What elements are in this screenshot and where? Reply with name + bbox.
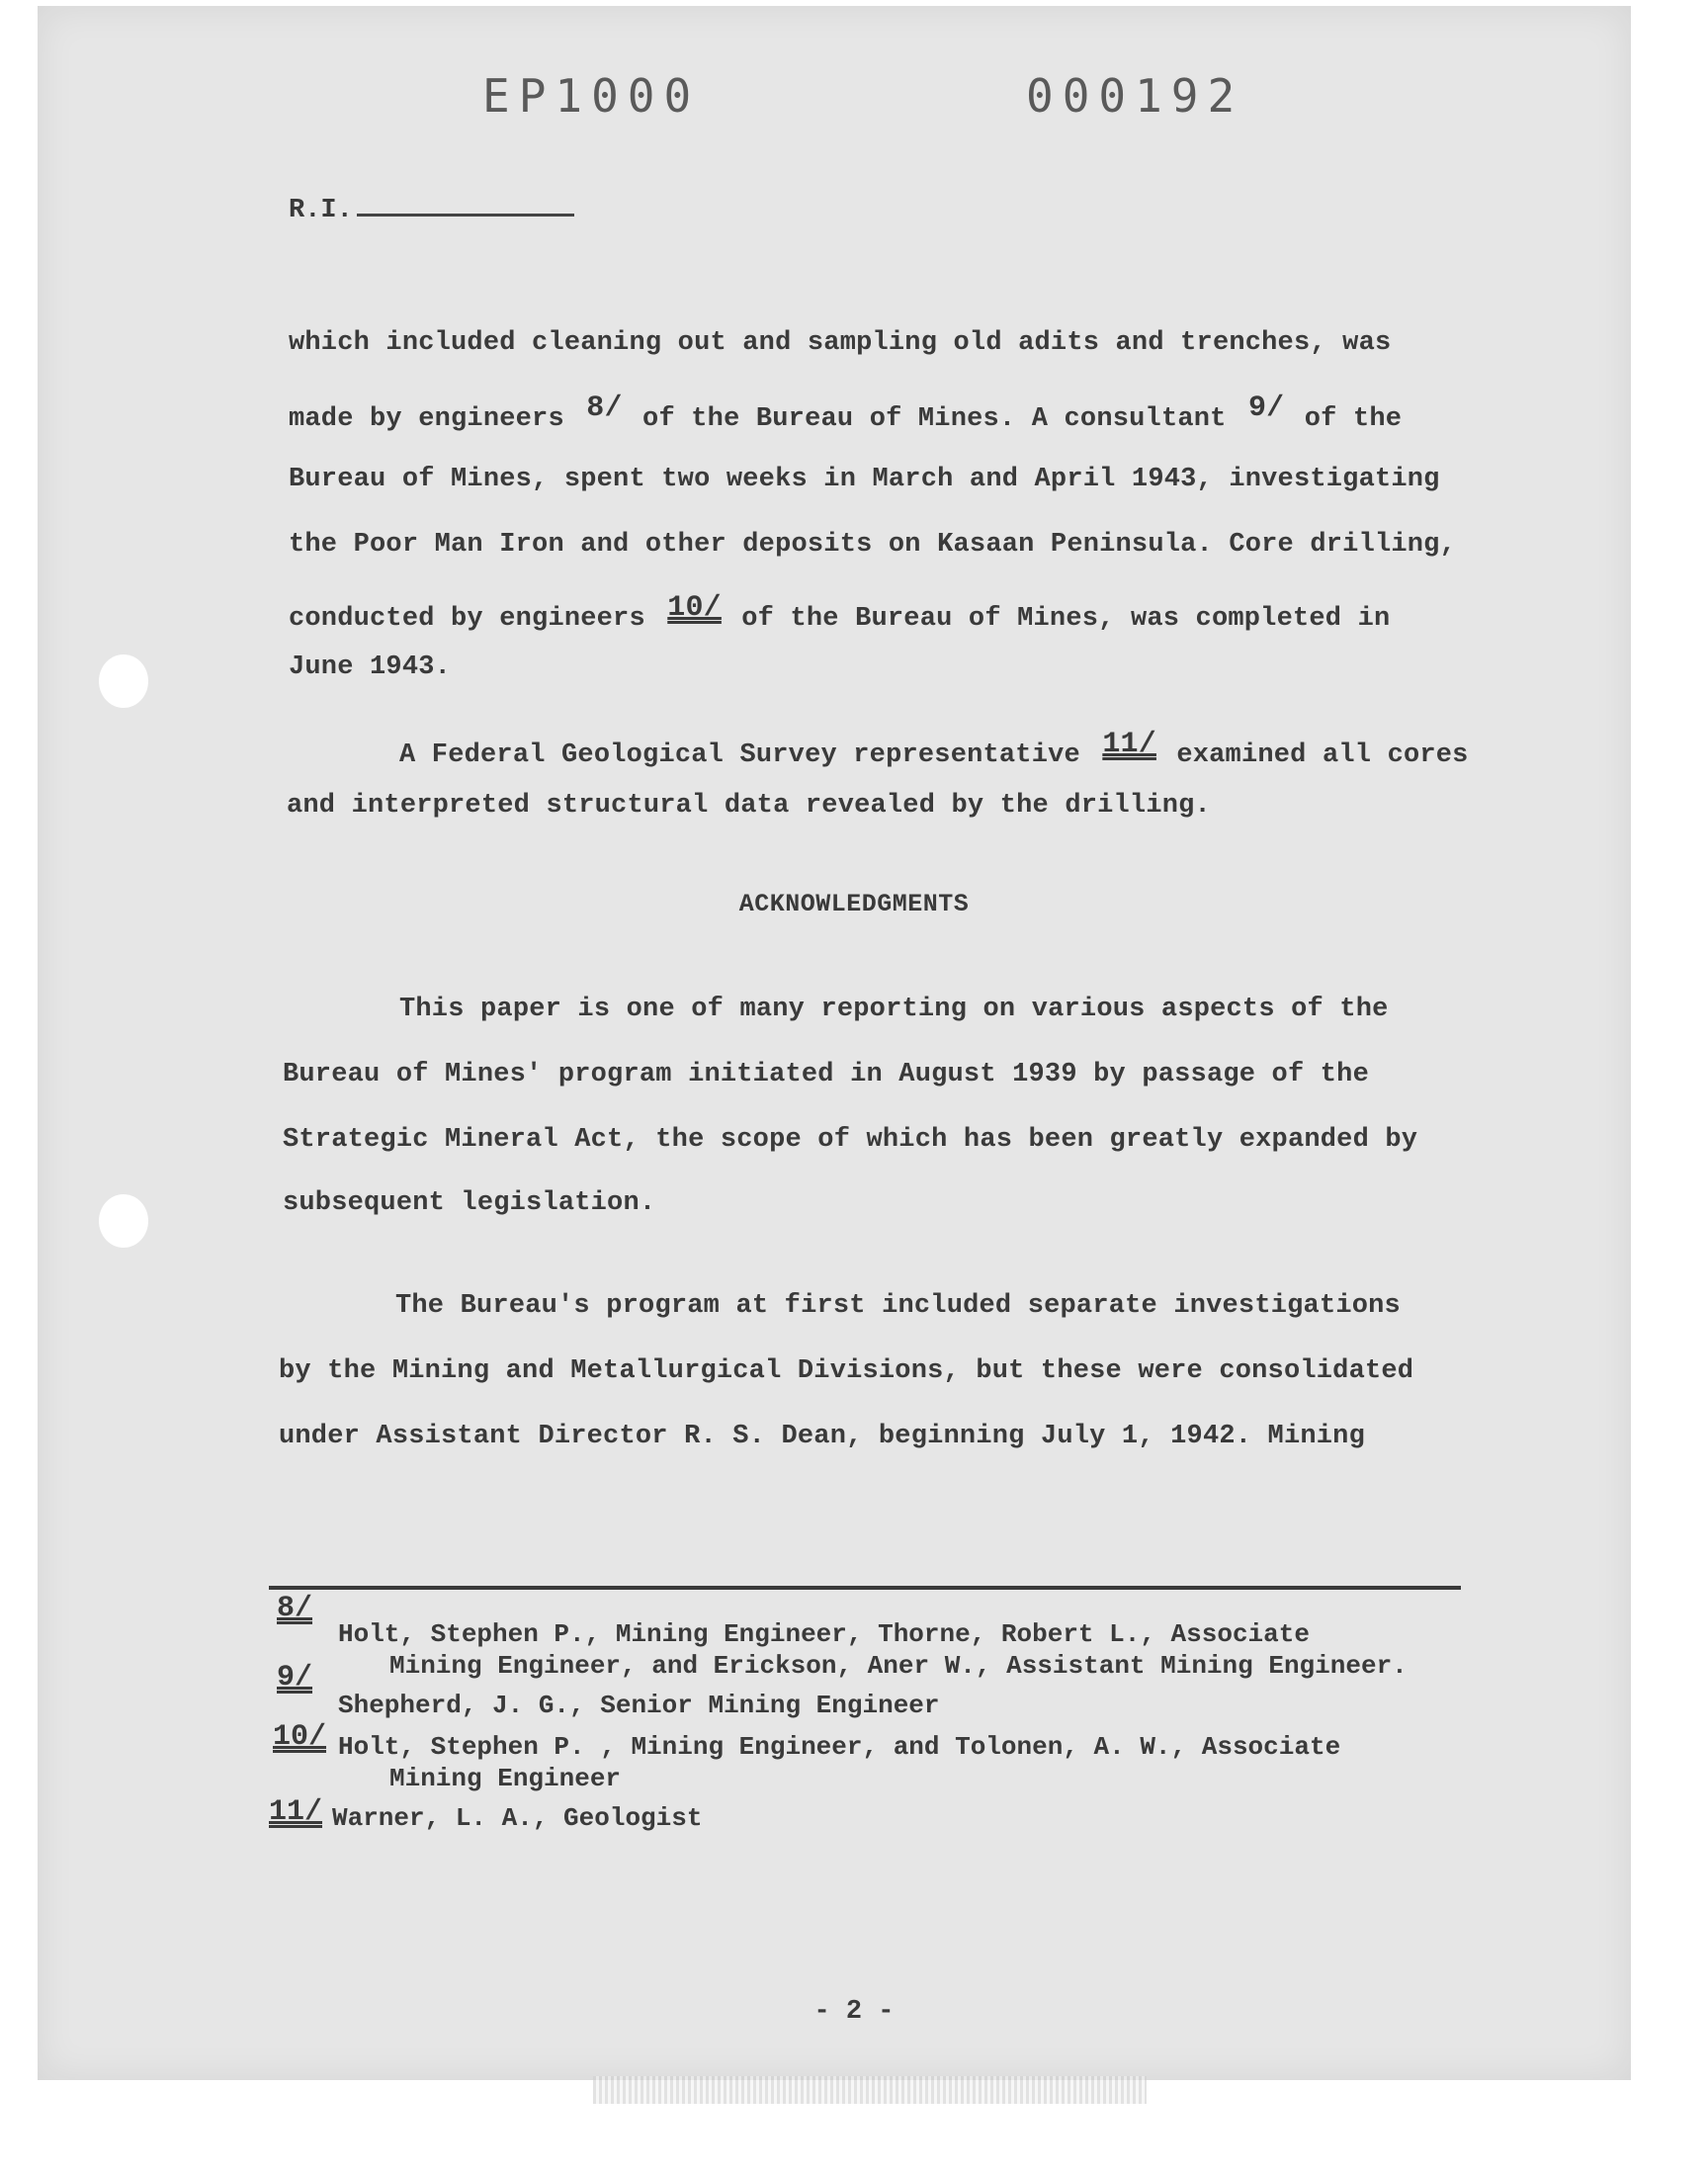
text-run: A Federal Geological Survey representative — [399, 740, 1097, 770]
text-run: examined all cores — [1159, 740, 1469, 770]
body-line: Strategic Mineral Act, the scope of which has been greatly expanded by — [283, 1125, 1418, 1155]
footnote-separator — [269, 1586, 1461, 1590]
footnote-text: Holt, Stephen P. , Mining Engineer, and Tolonen, A. W., Associate — [338, 1732, 1341, 1762]
ri-label: R.I. — [289, 196, 353, 225]
body-line: This paper is one of many reporting on various aspects of the — [399, 995, 1389, 1024]
ri-blank-line — [357, 194, 574, 217]
body-line: by the Mining and Metallurgical Divisions, but these were consolidated — [279, 1356, 1414, 1386]
body-line: subsequent legislation. — [283, 1188, 656, 1218]
footnote-text: Mining Engineer, and Erickson, Aner W., Assistant Mining Engineer. — [389, 1651, 1408, 1681]
ri-field — [289, 194, 574, 225]
footnote-ref: 10/ — [667, 591, 722, 625]
document-page — [38, 6, 1631, 2080]
text-run: made by engineers — [289, 404, 581, 434]
text-run: of the Bureau of Mines, was completed in — [725, 604, 1391, 634]
text-run: conducted by engineers — [289, 604, 662, 634]
document-stamp-number: 000192 — [1026, 69, 1244, 123]
footnote-mark: 9/ — [277, 1661, 313, 1695]
body-line: June 1943. — [289, 652, 452, 682]
footnote-ref: 9/ — [1247, 392, 1285, 425]
footnote-mark: 10/ — [273, 1720, 327, 1754]
body-line: and interpreted structural data revealed by the drilling. — [287, 791, 1211, 821]
body-line — [289, 591, 1390, 634]
body-line: under Assistant Director R. S. Dean, beginning July 1, 1942. Mining — [279, 1422, 1365, 1451]
footnote-ref: 8/ — [586, 392, 623, 425]
text-run: of the Bureau of Mines. A consultant — [626, 404, 1242, 434]
footnote-ref: 11/ — [1102, 728, 1156, 761]
text-run: of the — [1288, 404, 1403, 434]
scan-edge-artifact — [593, 2076, 1147, 2104]
body-line: Bureau of Mines, spent two weeks in March and April 1943, investigating — [289, 465, 1440, 494]
body-line — [399, 728, 1469, 770]
footnote-mark: 8/ — [277, 1592, 313, 1625]
footnote-text: Warner, L. A., Geologist — [332, 1803, 703, 1833]
punch-hole — [99, 654, 148, 708]
footnote-mark: 11/ — [269, 1795, 323, 1829]
section-heading: ACKNOWLEDGMENTS — [738, 890, 970, 918]
body-line: the Poor Man Iron and other deposits on Kasaan Peninsula. Core drilling, — [289, 530, 1456, 560]
body-line — [289, 392, 1402, 434]
footnote-text: Holt, Stephen P., Mining Engineer, Thorne, Robert L., Associate — [338, 1619, 1310, 1649]
page-number: - 2 - — [813, 1997, 895, 2027]
document-stamp-code: EP1000 — [482, 69, 701, 123]
body-line: Bureau of Mines' program initiated in August 1939 by passage of the — [283, 1060, 1369, 1089]
footnote-text: Shepherd, J. G., Senior Mining Engineer — [338, 1691, 940, 1720]
footnote-text: Mining Engineer — [389, 1764, 622, 1793]
body-line: which included cleaning out and sampling old adits and trenches, was — [289, 328, 1392, 358]
punch-hole — [99, 1194, 148, 1248]
body-line: The Bureau's program at first included separate investigations — [395, 1291, 1401, 1321]
